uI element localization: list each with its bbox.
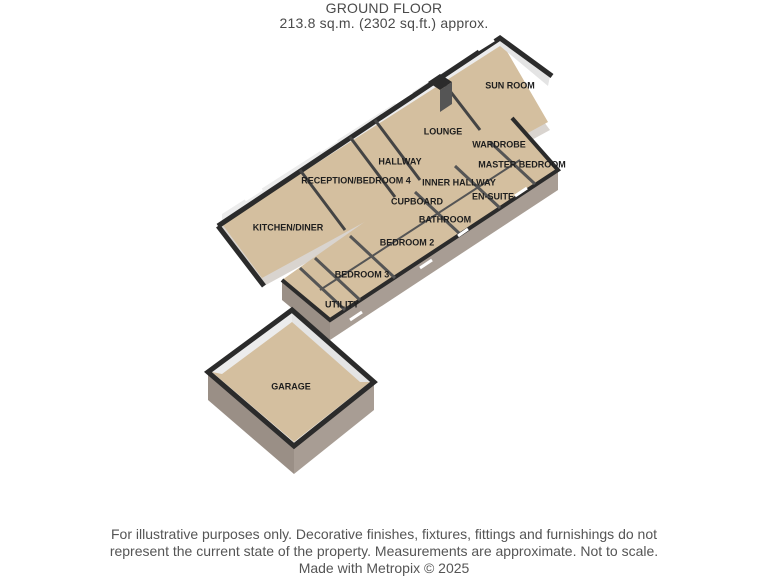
room-label-utility: UTILITY: [325, 299, 359, 310]
credit-line: Made with Metropix © 2025: [298, 560, 470, 576]
room-label-master-bedroom: MASTER BEDROOM: [478, 159, 566, 170]
room-label-inner-hallway: INNER HALLWAY: [422, 177, 496, 188]
room-label-wardrobe: WARDROBE: [472, 139, 526, 150]
garage: [208, 310, 374, 474]
disclaimer-line-1: For illustrative purposes only. Decorative finishes, fixtures, fittings and furnishings do not: [111, 526, 657, 542]
room-label-sun-room: SUN ROOM: [485, 80, 535, 91]
room-label-bathroom: BATHROOM: [418, 214, 472, 225]
room-label-kitchen: KITCHEN/DINER: [252, 222, 324, 233]
room-label-lounge: LOUNGE: [423, 126, 463, 137]
room-label-garage: GARAGE: [271, 381, 311, 392]
floor-area: 213.8 sq.m. (2302 sq.ft.) approx.: [279, 15, 489, 31]
room-label-hallway: HALLWAY: [378, 156, 422, 167]
room-label-en-suite: EN-SUITE: [471, 191, 515, 202]
room-label-bedroom-3: BEDROOM 3: [334, 269, 390, 280]
floor-title: GROUND FLOOR: [325, 0, 443, 16]
room-label-reception: RECEPTION/BEDROOM 4: [301, 175, 411, 186]
disclaimer-line-2: represent the current state of the property. Measurements are approximate. Not to scale.: [109, 543, 659, 559]
room-label-bedroom-2: BEDROOM 2: [379, 237, 435, 248]
room-label-cupboard: CUPBOARD: [390, 196, 444, 207]
